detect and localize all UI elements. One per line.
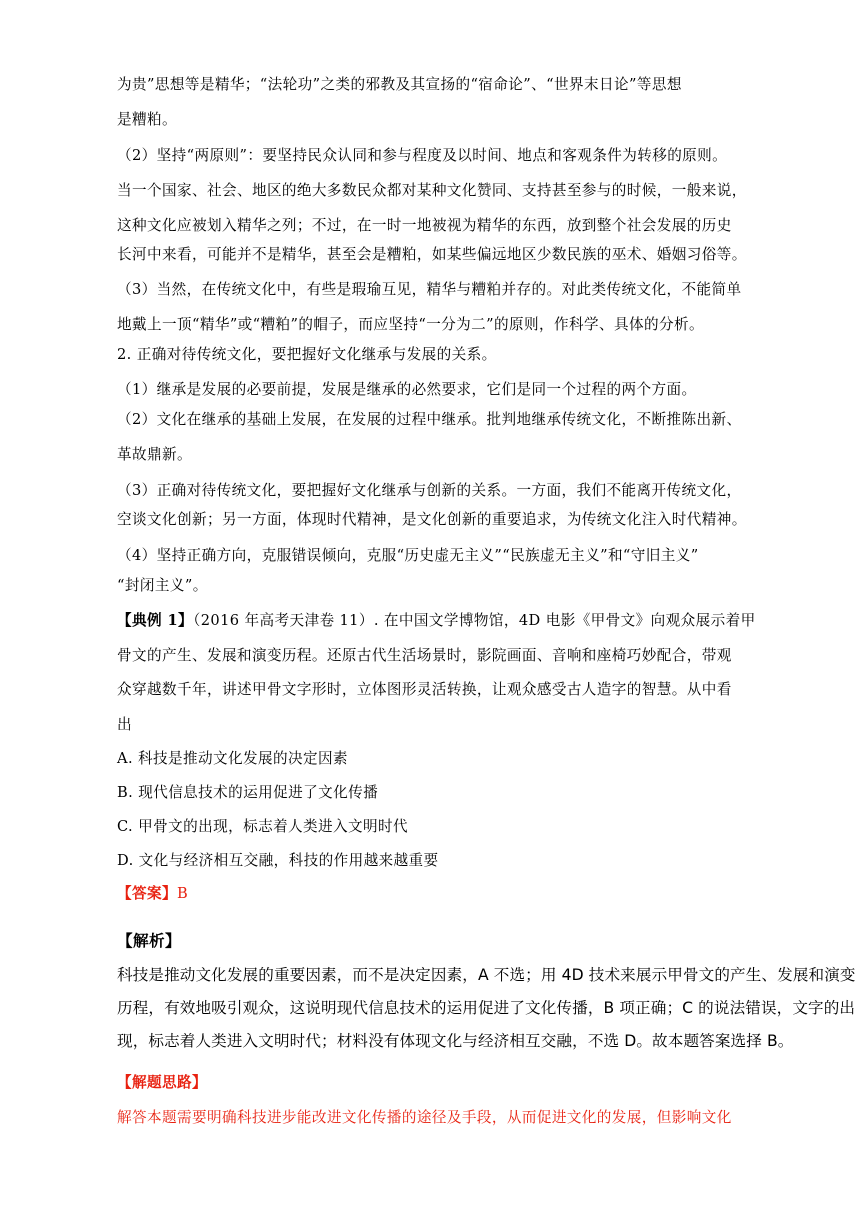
body-line: （3）当然，在传统文化中，有些是瑕瑜互见，精华与糟粕并存的。对此类传统文化，不能简单: [117, 281, 742, 298]
example-label: 【典例 1】: [117, 612, 194, 629]
body-line: （2）坚持“两原则”：要坚持民众认同和参与程度及以时间、地点和客观条件为转移的原则。: [117, 147, 728, 164]
example-line: [117, 611, 756, 631]
body-line: 为贵”思想等是精华；“法轮功”之类的邪教及其宣扬的“宿命论”、“世界末日论”等思想: [117, 76, 682, 93]
option-c: C. 甲骨文的出现，标志着人类进入文明时代: [117, 818, 409, 835]
example-line: 众穿越数千年，讲述甲骨文字形时，立体图形灵活转换，让观众感受古人造字的智慧。从中看: [117, 681, 732, 698]
body-line: 地戴上一顶“精华”或“糟粕”的帽子，而应坚持“一分为二”的原则，作科学、具体的分析。: [117, 316, 704, 333]
body-line: （2）文化在继承的基础上发展，在发展的过程中继承。批判地继承传统文化，不断推陈出新、: [117, 411, 742, 428]
option-a: A. 科技是推动文化发展的决定因素: [117, 750, 348, 767]
body-line: 当一个国家、社会、地区的绝大多数民众都对某种文化赞同、支持甚至参与的时候，一般来说，: [117, 182, 747, 199]
section-heading: 2. 正确对待传统文化，要把握好文化继承与发展的关系。: [117, 346, 497, 363]
body-line: （4）坚持正确方向，克服错误倾向，克服“历史虚无主义”“民族虚无主义”和“守旧主义”: [117, 547, 699, 564]
body-line: 革故鼎新。: [117, 446, 192, 463]
body-line: 长河中来看，可能并不是精华，甚至会是糟粕，如某些偏远地区少数民族的巫术、婚姻习俗等。: [117, 246, 747, 263]
answer-label: 【答案】: [117, 885, 177, 902]
body-line: 是糟粕。: [117, 111, 177, 128]
analysis-line: 现，标志着人类进入文明时代；材料没有体现文化与经济相互交融，不选 D。故本题答案选择 B。: [117, 1032, 794, 1050]
body-line: “封闭主义”。: [117, 577, 208, 594]
body-line: （3）正确对待传统文化，要把握好文化继承与创新的关系。一方面，我们不能离开传统文化，: [117, 482, 742, 499]
analysis-line: 历程，有效地吸引观众，这说明现代信息技术的运用促进了文化传播，B 项正确；C 的说法错误，文字的出: [117, 999, 856, 1017]
analysis-heading: 【解析】: [117, 932, 181, 950]
option-b: B. 现代信息技术的运用促进了文化传播: [117, 784, 379, 801]
analysis-line: 科技是推动文化发展的重要因素，而不是决定因素，A 不选；用 4D 技术来展示甲骨文的产生、发展和演变: [117, 966, 856, 984]
option-d: D. 文化与经济相互交融，科技的作用越来越重要: [117, 852, 439, 869]
tips-heading: 【解题思路】: [117, 1074, 207, 1091]
body-line: 这种文化应被划入精华之列；不过，在一时一地被视为精华的东西，放到整个社会发展的历史: [117, 217, 732, 234]
body-line: （1）继承是发展的必要前提，发展是继承的必然要求，它们是同一个过程的两个方面。: [117, 381, 697, 398]
answer-value: B: [176, 885, 189, 902]
tips-line: 解答本题需要明确科技进步能改进文化传播的途径及手段，从而促进文化的发展，但影响文化: [117, 1109, 732, 1126]
body-line: 空谈文化创新；另一方面，体现时代精神，是文化创新的重要追求，为传统文化注入时代精神。: [117, 511, 747, 528]
example-line: 骨文的产生、发展和演变历程。还原古代生活场景时，影院画面、音响和座椅巧妙配合，带观: [117, 647, 732, 664]
example-line: 出: [117, 716, 132, 733]
example-text: （2016 年高考天津卷 11）. 在中国文学博物馆，4D 电影《甲骨文》向观众展示着甲: [193, 612, 756, 629]
answer-line: [117, 884, 188, 904]
